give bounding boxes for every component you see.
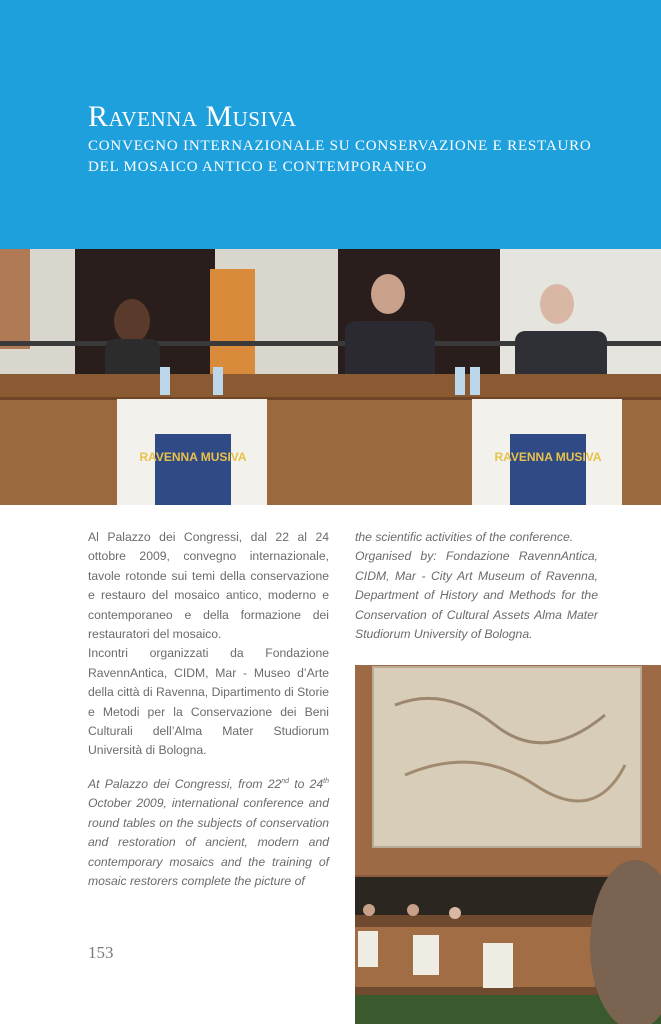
english-organisers: Organised by: Fondazione RavennAntica, CIDM, Mar - City Art Museum of Ravenna, Department of History and Methods for the Conservation of Cultural Assets Alma Mater Studiorum University of Bologna. — [355, 549, 598, 642]
italian-paragraph-1: Al Palazzo dei Congressi, dal 22 al 24 ottobre 2009, convegno internazionale, tavole rotonde sui temi della conservazione e restauro del mosaico antico, moderno e contemporaneo e della formazione dei restauratori del mosaico. — [88, 530, 329, 642]
right-column — [355, 528, 598, 644]
left-column — [88, 528, 329, 891]
page-number: 153 — [88, 943, 114, 962]
banner-text-right: RAVENNA MUSIVA — [494, 450, 602, 464]
page-title: Ravenna Musiva — [88, 100, 297, 133]
banner-text-left: RAVENNA MUSIVA — [139, 450, 247, 464]
english-paragraph-continued: the scientific activities of the conference. — [355, 530, 574, 544]
page-subtitle: CONVEGNO INTERNAZIONALE SU CONSERVAZIONE E RESTAURO DEL MOSAICO ANTICO E CONTEMPORANEO — [88, 138, 592, 175]
conference-panel-photo — [0, 249, 661, 505]
english-paragraph: At Palazzo dei Congressi, from 22nd to 24th October 2009, international conference and round tables on the subjects of conservation and restoration of ancient, modern and contemporary mosaics and the training of mosaic restorers complete the picture of — [88, 776, 329, 888]
header-banner — [0, 0, 661, 249]
italian-paragraph-2: Incontri organizzati da Fondazione RavennAntica, CIDM, Mar - Museo d’Arte della città di Ravenna, Dipartimento di Storie e Metodi per la Conservazione dei Beni Culturali dell’Alma Mater Studiorum Università di Bologna. — [88, 646, 329, 758]
conference-hall-photo — [355, 665, 661, 1024]
